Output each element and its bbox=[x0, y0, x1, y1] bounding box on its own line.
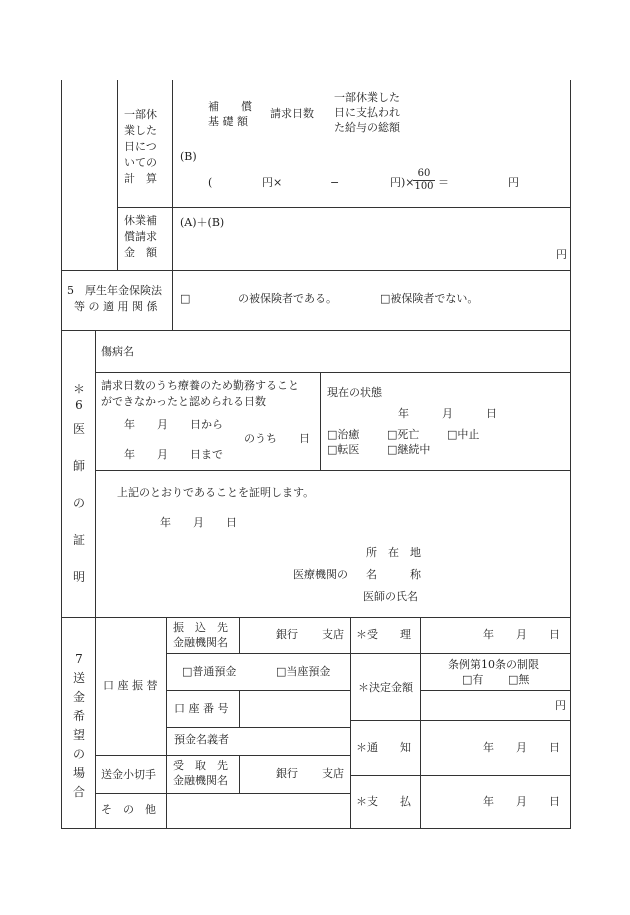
received-date: 年 月 日 bbox=[483, 628, 560, 641]
insured-text: の被保険者である。 bbox=[238, 292, 337, 305]
label-line: 休業補 bbox=[124, 214, 157, 227]
label-char: 7 bbox=[75, 652, 83, 666]
payment-label: ＊支 払 bbox=[356, 795, 411, 808]
label-char: 送 bbox=[72, 671, 85, 685]
other-label: そ の 他 bbox=[101, 803, 156, 816]
label-char: の bbox=[72, 496, 85, 510]
remittance-label bbox=[72, 650, 86, 802]
account-transfer-label: 口 座 振 替 bbox=[103, 679, 158, 692]
wage-line: 一部休業した bbox=[334, 91, 400, 104]
label-char: 証 bbox=[72, 533, 85, 547]
label-line: いての bbox=[124, 156, 157, 169]
bank-label-line2: 金融機関名 bbox=[173, 636, 228, 649]
doctor-cert-label bbox=[72, 380, 86, 588]
ordinance-yes-checkbox[interactable]: □有 bbox=[462, 673, 484, 686]
certify-date: 年 月 日 bbox=[160, 516, 237, 529]
recv-label-line2: 金融機関名 bbox=[173, 774, 228, 787]
decision-label: ＊決定金額 bbox=[358, 681, 413, 694]
label-char: 6 bbox=[75, 398, 83, 412]
ordinance-no-checkbox[interactable]: □無 bbox=[508, 673, 530, 686]
label-char: 明 bbox=[72, 570, 85, 584]
formula-open: ( bbox=[208, 176, 213, 189]
fraction-numerator: 60 bbox=[417, 168, 431, 179]
deposit-ordinary-checkbox[interactable]: □普通預金 bbox=[182, 665, 237, 678]
fraction bbox=[413, 168, 435, 192]
institution-name: 名 称 bbox=[366, 568, 421, 581]
partial-leave-calc-label bbox=[124, 107, 170, 187]
deposit-current-checkbox[interactable]: □当座預金 bbox=[276, 665, 331, 678]
recv-bank: 銀行 bbox=[276, 767, 298, 780]
days-label-line1: 請求日数のうち療養のため勤務すること bbox=[101, 379, 299, 392]
label-char: 望 bbox=[72, 728, 85, 742]
pension-label-line2: 等 の 適 用 関 係 bbox=[74, 300, 158, 313]
bank-bank: 銀行 bbox=[276, 628, 298, 641]
not-insured-checkbox[interactable]: □被保険者でない。 bbox=[380, 292, 479, 305]
to-date: 年 月 日まで bbox=[124, 448, 223, 461]
label-line: 金 額 bbox=[124, 246, 157, 259]
label-char: 希 bbox=[72, 709, 85, 723]
formula-eq: ＝ bbox=[438, 176, 449, 189]
col-hosho-line1: 補 償 bbox=[208, 100, 252, 113]
formula-yen-x: 円× bbox=[262, 176, 283, 189]
notice-label: ＊通 知 bbox=[356, 741, 411, 754]
remittance-check-label: 送金小切手 bbox=[101, 768, 156, 781]
label-line: 計 算 bbox=[124, 172, 157, 185]
of-which-days: のうち 日 bbox=[244, 432, 310, 445]
status-stopped[interactable]: □中止 bbox=[447, 428, 480, 441]
days-label-line2: ができなかったと認められる日数 bbox=[101, 395, 266, 408]
recv-branch: 支店 bbox=[322, 767, 344, 780]
status-death[interactable]: □死亡 bbox=[387, 428, 420, 441]
bank-label-line1: 振 込 先 bbox=[173, 621, 228, 634]
label-char: 合 bbox=[72, 785, 85, 799]
certify-text: 上記のとおりであることを証明します。 bbox=[117, 486, 315, 499]
label-char: の bbox=[72, 747, 85, 761]
account-number-label: 口 座 番 号 bbox=[174, 702, 229, 715]
label-char: 金 bbox=[72, 690, 85, 704]
pension-label-line1: 5 厚生年金保険法 bbox=[67, 284, 162, 297]
decision-yen: 円 bbox=[555, 699, 566, 712]
label-line: 業した bbox=[124, 124, 157, 137]
b-mark: (B) bbox=[180, 150, 197, 163]
col-wage bbox=[334, 90, 400, 135]
insured-checkbox[interactable]: □ bbox=[180, 292, 191, 305]
label-line: 日につ bbox=[124, 140, 157, 153]
doctor-name: 医師の氏名 bbox=[363, 590, 418, 603]
label-char: 師 bbox=[72, 459, 85, 473]
received-label: ＊受 理 bbox=[356, 628, 411, 641]
claim-amount-label bbox=[124, 213, 157, 261]
label-char: 医 bbox=[72, 422, 85, 436]
recv-label-line1: 受 取 先 bbox=[173, 759, 228, 772]
wage-line: 日に支払われ bbox=[334, 106, 400, 119]
label-char: ＊ bbox=[72, 382, 85, 396]
formula-yen-end: 円 bbox=[508, 176, 519, 189]
status-label: 現在の状態 bbox=[327, 386, 382, 399]
institution-address: 所 在 地 bbox=[366, 546, 421, 559]
label-char: 場 bbox=[72, 766, 85, 780]
institution-label: 医療機関の bbox=[293, 568, 348, 581]
bank-branch: 支店 bbox=[322, 628, 344, 641]
disease-name-label: 傷病名 bbox=[101, 345, 134, 358]
status-transfer[interactable]: □転医 bbox=[327, 443, 360, 456]
col-hosho-line2: 基 礎 額 bbox=[208, 115, 248, 128]
notice-date: 年 月 日 bbox=[483, 741, 560, 754]
col-claim-days: 請求日数 bbox=[270, 107, 314, 120]
status-date: 年 月 日 bbox=[398, 407, 497, 420]
label-line: 償請求 bbox=[124, 230, 157, 243]
claim-yen: 円 bbox=[556, 248, 567, 261]
payment-date: 年 月 日 bbox=[483, 795, 560, 808]
from-date: 年 月 日から bbox=[124, 418, 223, 431]
wage-line: た給与の総額 bbox=[334, 121, 400, 134]
formula-minus: − bbox=[330, 176, 340, 189]
status-cured[interactable]: □治癒 bbox=[327, 428, 360, 441]
claim-formula: (A)＋(B) bbox=[180, 216, 225, 229]
status-continuing[interactable]: □継続中 bbox=[387, 443, 431, 456]
ordinance-label: 条例第10条の制限 bbox=[448, 658, 539, 671]
formula-yen-close: 円)× bbox=[390, 176, 415, 189]
fraction-denominator: 100 bbox=[414, 180, 434, 192]
label-line: 一部休 bbox=[124, 108, 157, 121]
account-holder-label: 預金名義者 bbox=[174, 733, 229, 746]
